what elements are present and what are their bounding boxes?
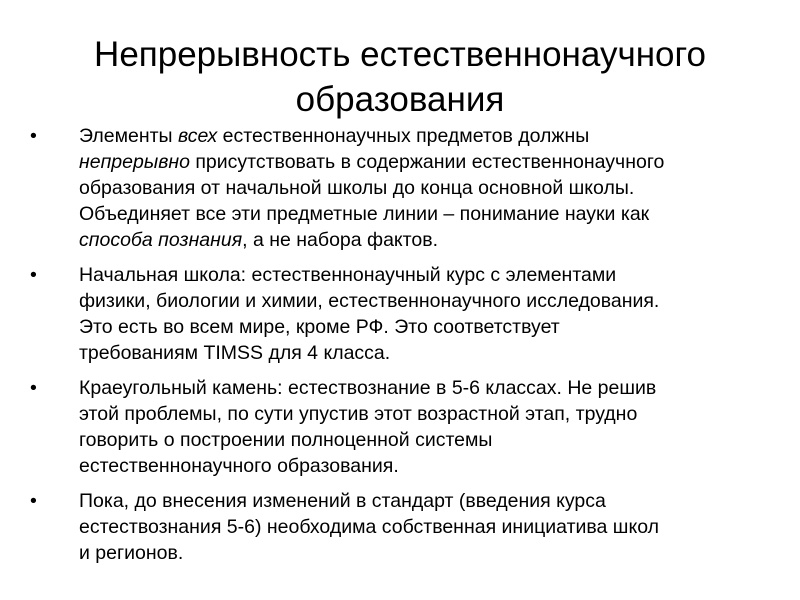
bullet-line: этой проблемы, по сути упустив этот возрастной этап, трудно: [79, 403, 638, 425]
bullet-line: Элементы всех естественнонаучных предметов должны: [79, 125, 590, 147]
bullet-text: [79, 123, 770, 253]
bullet-line: способа познания, а не набора фактов.: [79, 229, 438, 251]
bullet-line: образования от начальной школы до конца основной школы.: [79, 177, 635, 199]
bullet-icon: •: [30, 264, 37, 286]
bullet-line: Объединяет все эти предметные линии – понимание науки как: [79, 203, 650, 225]
bullet-text: [79, 375, 770, 479]
slide-title: [20, 32, 780, 122]
bullet-icon: •: [30, 377, 37, 399]
bullet-line: и регионов.: [79, 542, 184, 564]
bullet-line: Начальная школа: естественнонаучный курс с элементами: [79, 264, 617, 286]
slide-title-line-1: Непрерывность естественнонаучного: [94, 35, 706, 74]
bullet-item: [30, 123, 770, 253]
bullet-line: требованиям TIMSS для 4 класса.: [79, 342, 391, 364]
bullet-line: Краеугольный камень: естествознание в 5-6 классах. Не решив: [79, 377, 657, 399]
bullet-line: естественнонаучного образования.: [79, 455, 399, 477]
bullet-line: физики, биологии и химии, естественнонаучного исследования.: [79, 290, 660, 312]
bullet-line: естествознания 5-6) необходима собственная инициатива школ: [79, 516, 659, 538]
bullet-text: [79, 262, 770, 366]
bullet-item: [30, 488, 770, 566]
bullet-item: [30, 375, 770, 479]
bullet-line: Это есть во всем мире, кроме РФ. Это соответствует: [79, 316, 560, 338]
slide-title-line-2: образования: [295, 80, 505, 119]
bullet-line: Пока, до внесения изменений в стандарт (введения курса: [79, 490, 606, 512]
bullet-text: [79, 488, 770, 566]
bullet-line: говорить о построении полноценной системы: [79, 429, 493, 451]
bullet-icon: •: [30, 490, 37, 512]
bullet-icon: •: [30, 125, 37, 147]
bullet-item: [30, 262, 770, 366]
bullet-list: [30, 123, 770, 575]
bullet-line: непрерывно присутствовать в содержании естественнонаучного: [79, 151, 665, 173]
